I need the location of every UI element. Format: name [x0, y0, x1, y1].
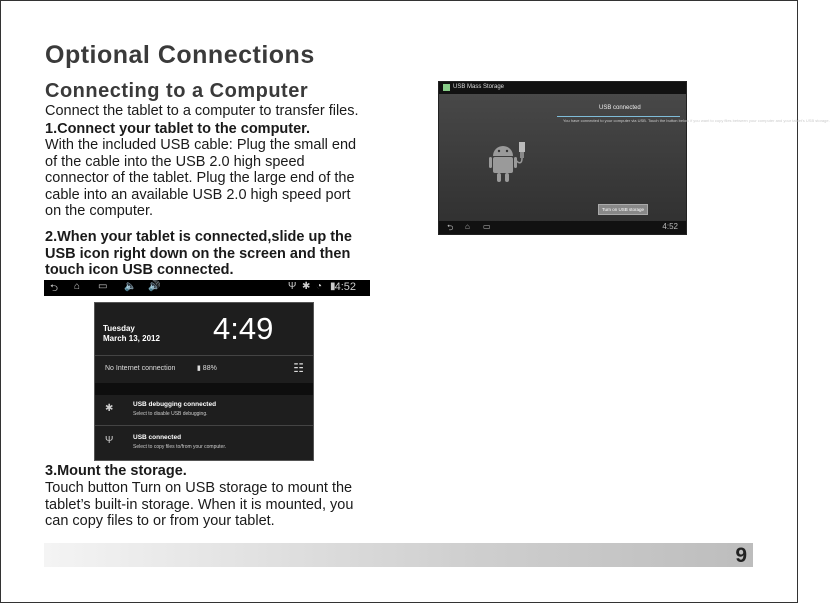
divider — [95, 383, 313, 395]
settings-icon[interactable]: ☷ — [293, 361, 304, 375]
section-title: Connecting to a Computer — [45, 80, 309, 102]
page-number: 9 — [735, 544, 747, 567]
usb-app-title: USB Mass Storage — [453, 84, 505, 90]
usb-heading: USB connected — [599, 105, 641, 111]
notif-usb-debugging-desc: Select to disable USB debugging. — [133, 411, 208, 417]
step1-title: 1.Connect your tablet to the computer. — [45, 121, 311, 137]
step2-title: 2.When your tablet is connected,slide up the USB icon right down on the screen and then touch icon USB connected. — [45, 229, 352, 278]
divider — [95, 425, 313, 426]
intro-text: Connect the tablet to a computer to transfer files. — [45, 103, 359, 119]
shade-date-text: March 13, 2012 — [103, 334, 160, 343]
action-bar — [439, 82, 686, 94]
usb-icon: Ψ — [105, 435, 114, 446]
heading-divider — [557, 116, 680, 117]
bug-icon: ✱ — [105, 403, 114, 414]
volume-down-icon: 🔈 — [124, 281, 137, 292]
status-clock: 4:52 — [662, 222, 678, 231]
system-nav-strip — [44, 280, 370, 296]
recent-apps-icon: ▭ — [483, 222, 491, 231]
shade-date — [103, 324, 160, 344]
battery-icon: ▮ — [330, 281, 336, 292]
shade-day: Tuesday — [103, 324, 135, 333]
wifi-icon: ◔ — [316, 281, 323, 292]
android-usb-icon — [489, 140, 529, 184]
notif-usb-connected-title[interactable]: USB connected — [133, 434, 182, 441]
page-title: Optional Connections — [45, 41, 315, 69]
divider — [95, 355, 313, 356]
notification-shade-screenshot — [94, 302, 314, 461]
home-icon: ⌂ — [465, 222, 470, 231]
back-icon: ⮌ — [50, 283, 59, 294]
page-footer — [44, 543, 753, 567]
network-status: No Internet connection — [105, 365, 176, 372]
shade-clock: 4:49 — [213, 311, 274, 346]
volume-up-icon: 🔊 — [148, 281, 161, 292]
system-nav-bar — [439, 221, 686, 234]
notif-usb-connected-desc: Select to copy files to/from your computer. — [133, 444, 227, 450]
notif-usb-debugging-title[interactable]: USB debugging connected — [133, 401, 217, 408]
step1-body: With the included USB cable: Plug the small end of the cable into the USB 2.0 high speed connector of the tablet. Plug the large end of the cable into an available USB 2.0 high speed port on the computer. — [45, 137, 357, 219]
usb-description: You have connected to your computer via USB. Touch the button below if you want to copy files between your computer and your tablet's USB storage. — [563, 118, 830, 123]
home-icon: ⌂ — [74, 281, 81, 292]
nav-clock: 4:52 — [334, 281, 356, 293]
recent-apps-icon: ▭ — [98, 281, 108, 292]
step3-body: Touch button Turn on USB storage to mount the tablet’s built-in storage. When it is mounted, you can copy files to or from your tablet. — [45, 480, 354, 529]
app-icon — [443, 84, 450, 91]
usb-storage-screenshot — [438, 81, 830, 235]
battery-percent: 88% — [202, 365, 217, 372]
turn-on-usb-storage-button[interactable]: Turn on USB storage — [598, 204, 648, 215]
bug-status-icon: ✱ — [302, 281, 311, 292]
back-icon: ⮌ — [447, 223, 454, 232]
battery-status: ▮ 88% — [197, 365, 217, 372]
step3-title: 3.Mount the storage. — [45, 463, 187, 479]
usb-status-icon: Ψ — [288, 281, 297, 292]
